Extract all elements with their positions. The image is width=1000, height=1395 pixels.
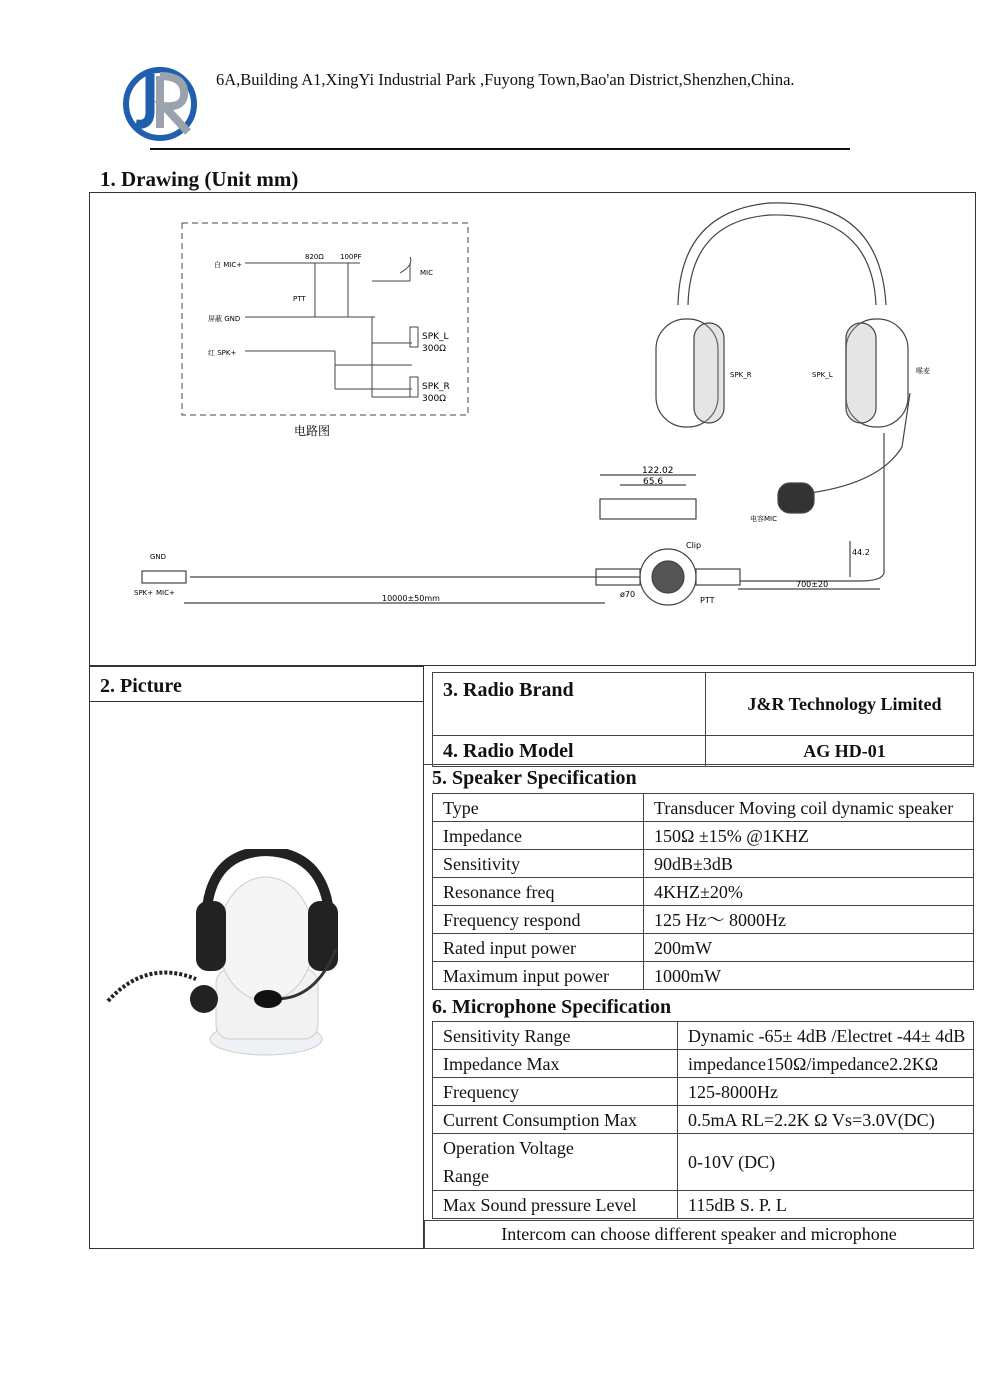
dim-clip-length: 65.6 [643, 477, 664, 487]
circuit-mic-label: 白 MIC+ [214, 261, 243, 269]
speaker-param: Resonance freq [433, 878, 644, 906]
circuit-mic-text: MIC [420, 269, 433, 277]
plug-mic-label: MIC+ [156, 589, 175, 597]
speaker-row [433, 934, 974, 962]
spk-r-label: SPK_R [730, 371, 752, 379]
drawing-panel [89, 192, 976, 666]
speaker-row [433, 822, 974, 850]
speaker-value: 150Ω ±15% @1KHZ [644, 822, 974, 850]
mic-row [433, 1191, 974, 1219]
speaker-spec-table [432, 793, 974, 990]
mic-value: 0.5mA RL=2.2K Ω Vs=3.0V(DC) [678, 1106, 974, 1134]
brand-value: J&R Technology Limited [706, 673, 974, 736]
mic-value: 125-8000Hz [678, 1078, 974, 1106]
mic-row [433, 1134, 974, 1191]
model-value: AG HD-01 [706, 736, 974, 767]
speaker-row [433, 878, 974, 906]
dim-44: 44.2 [852, 548, 870, 557]
mic-row [433, 1078, 974, 1106]
mic-row [433, 1050, 974, 1078]
mic-param: Current Consumption Max [433, 1106, 678, 1134]
speaker-param: Maximum input power [433, 962, 644, 990]
speaker-value: 1000mW [644, 962, 974, 990]
speaker-param: Frequency respond [433, 906, 644, 934]
circuit-gnd-label: 屏蔽 GND [208, 315, 241, 323]
circuit-resistor-label: 820Ω [305, 253, 324, 261]
boom-label: 喉麦 [916, 367, 930, 375]
speaker-value: 90dB±3dB [644, 850, 974, 878]
speaker-value: Transducer Moving coil dynamic speaker [644, 794, 974, 822]
mic-param: Sensitivity Range [433, 1022, 678, 1050]
circuit-capacitor-label: 100PF [340, 253, 362, 261]
spk-l-label: SPK_L [812, 371, 833, 379]
mic-value: 115dB S. P. L [678, 1191, 974, 1219]
speaker-param: Type [433, 794, 644, 822]
mic-row [433, 1022, 974, 1050]
circuit-ptt-label: PTT [293, 295, 306, 303]
mic-row [433, 1106, 974, 1134]
company-address: 6A,Building A1,XingYi Industrial Park ,Fuyong Town,Bao'an District,Shenzhen,China. [216, 70, 795, 89]
headset-photo [106, 849, 406, 1059]
brand-heading: 3. Radio Brand [433, 673, 706, 736]
ptt-label: PTT [700, 596, 715, 605]
speaker-value: 125 Hz～ 8000Hz [644, 906, 974, 934]
circuit-spk-l: SPK_L [422, 332, 449, 342]
mic-param: Operation Voltage Range [433, 1134, 678, 1191]
speaker-param: Impedance [433, 822, 644, 850]
speaker-value: 200mW [644, 934, 974, 962]
mic-param: Max Sound pressure Level [433, 1191, 678, 1219]
plug-spk-label: SPK+ [134, 589, 154, 597]
dim-700: 700±20 [796, 580, 829, 589]
circuit-spk-r-ohm: 300Ω [422, 394, 447, 404]
company-logo [120, 62, 202, 142]
dim-total-length: 122.02 [642, 466, 674, 476]
picture-heading: 2. Picture [100, 675, 182, 697]
circuit-spk-r: SPK_R [422, 382, 450, 392]
intercom-note: Intercom can choose different speaker and microphone [424, 1220, 974, 1249]
circuit-caption: 电路图 [294, 424, 331, 438]
mic-value: impedance150Ω/impedance2.2KΩ [678, 1050, 974, 1078]
speaker-row [433, 906, 974, 934]
microphone-spec-table [432, 1021, 974, 1219]
speaker-value: 4KHZ±20% [644, 878, 974, 906]
speaker-param: Sensitivity [433, 850, 644, 878]
model-heading: 4. Radio Model [433, 736, 706, 767]
mic-value: 0-10V (DC) [678, 1134, 974, 1191]
mic-param: Impedance Max [433, 1050, 678, 1078]
brand-model-table [432, 672, 974, 767]
circuit-spk-l-ohm: 300Ω [422, 344, 447, 354]
clip-label: Clip [686, 541, 702, 550]
speaker-row [433, 794, 974, 822]
microphone-heading: 6. Microphone Specification [432, 996, 672, 1018]
drawing-heading: 1. Drawing (Unit mm) [100, 167, 299, 191]
speaker-row [433, 850, 974, 878]
mic-param: Frequency [433, 1078, 678, 1106]
speaker-param: Rated input power [433, 934, 644, 962]
ptt-diameter-label: ø70 [620, 590, 636, 599]
speaker-row [433, 962, 974, 990]
circuit-spk-label: 红 SPK+ [208, 349, 237, 357]
plug-gnd-label: GND [150, 553, 167, 561]
speaker-heading: 5. Speaker Specification [432, 767, 637, 789]
mic-value: Dynamic -65± 4dB /Electret -44± 4dB [678, 1022, 974, 1050]
picture-panel [89, 666, 424, 1249]
header-divider [150, 148, 850, 150]
technical-drawing [90, 193, 975, 665]
dim-cable-length: 10000±50mm [382, 594, 440, 603]
mic-label: 电容MIC [750, 515, 777, 523]
